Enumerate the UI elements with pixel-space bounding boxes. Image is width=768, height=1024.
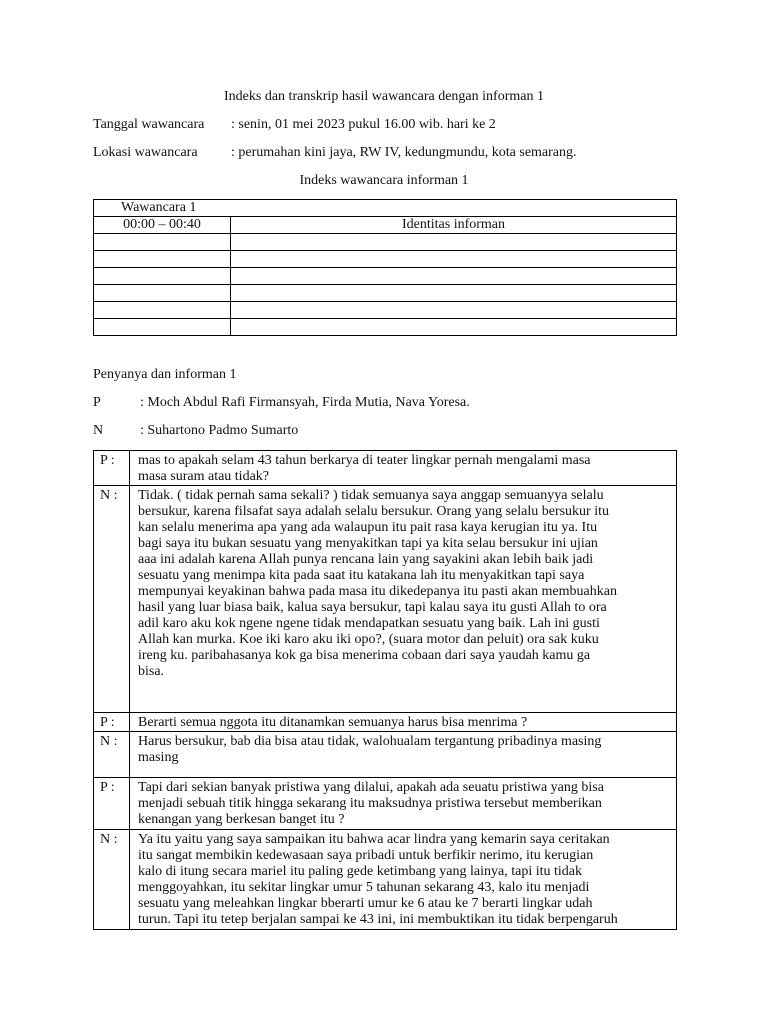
document-title: Indeks dan transkrip hasil wawancara dengan informan 1: [224, 89, 544, 104]
index-title: Indeks wawancara informan 1: [299, 173, 469, 188]
index-cell: [94, 302, 231, 319]
index-cell: [231, 251, 677, 268]
utterance-text: Tidak. ( tidak pernah sama sekali? ) tidak semuanya saya anggap semuanyya selalu bersukur, karena filsafat saya adalah selalu bersukur. Orang yang selalu bersukur itu kan selalu menerima apa yang ada walaupun itu pait rasa kaya kerugian itu ya. Itu bagi saya itu bukan sesuatu yang menyakitkan tapi ya kita selau bersukur ini ujian aaa ini adalah karena Allah punya rencana lain yang sayakini akan lebih baik jadi sesuatu yang menimpa kita pada saat itu katakana lah itu menyakitkan tapi saya mempunyai keyakinan bahwa pada masa itu dikedepanya itu pasti akan membuahkan hasil yang luar biasa baik, kalua saya bersukur, tapi kalau saya itu gusti Allah to ora adil karo aku kok ngene ngene tidak mendapatkan sesuatu yang baik. Lah ini gusti Allah kan murka. Koe iki karo aku iki opo?, (suara motor dan peluit) ora sak kuku ireng ku. paribahasanya kok ga bisa menerima cobaan dari saya yaudah kamu ga bisa.: [130, 486, 677, 713]
speaker-label: N :: [94, 830, 130, 930]
index-row: [94, 319, 677, 336]
speaker-label: P :: [94, 778, 130, 830]
transcript-row: [94, 732, 677, 778]
index-row: [94, 234, 677, 251]
index-cell: [231, 268, 677, 285]
transcript-row: [94, 778, 677, 830]
transcript-table: [93, 450, 677, 930]
interviewer-names: : Moch Abdul Rafi Firmansyah, Firda Mutia, Nava Yoresa.: [140, 395, 470, 410]
informant-name: : Suhartono Padmo Sumarto: [140, 423, 299, 438]
index-cell: [231, 285, 677, 302]
identity-header: Identitas informan: [231, 217, 677, 234]
utterance-text: Tapi dari sekian banyak pristiwa yang dilalui, apakah ada seuatu pristiwa yang bisa menjadi sebuah titik hingga sekarang itu maksudnya pristiwa tersebut memberikan kenangan yang berkesan banget itu ?: [130, 778, 677, 830]
speaker-label: P :: [94, 451, 130, 486]
interview-label: Wawancara 1: [94, 200, 677, 217]
date-value: : senin, 01 mei 2023 pukul 16.00 wib. hari ke 2: [231, 117, 496, 132]
index-cell: [231, 234, 677, 251]
location-label: Lokasi wawancara: [93, 145, 198, 160]
transcript-row: [94, 486, 677, 713]
speaker-label: P :: [94, 713, 130, 732]
time-range: 00:00 – 00:40: [94, 217, 231, 234]
informant-code: N: [93, 423, 104, 438]
index-row: [94, 285, 677, 302]
utterance-text: mas to apakah selam 43 tahun berkarya di teater lingkar pernah mengalami masa masa suram atau tidak?: [130, 451, 677, 486]
index-row: [94, 302, 677, 319]
index-row: [94, 268, 677, 285]
transcript-row: [94, 451, 677, 486]
index-cell: [94, 234, 231, 251]
date-label: Tanggal wawancara: [93, 117, 205, 132]
index-cell: [94, 251, 231, 268]
utterance-text: Harus bersukur, bab dia bisa atau tidak, walohualam tergantung pribadinya masing masing: [130, 732, 677, 778]
index-row: [94, 251, 677, 268]
participants-heading: Penyanya dan informan 1: [93, 367, 237, 382]
speaker-label: N :: [94, 486, 130, 713]
utterance-text: Berarti semua nggota itu ditanamkan semuanya harus bisa menrima ?: [130, 713, 677, 732]
index-row-interview: [94, 200, 677, 217]
index-row-header: [94, 217, 677, 234]
location-value: : perumahan kini jaya, RW IV, kedungmundu, kota semarang.: [231, 145, 577, 160]
index-cell: [231, 302, 677, 319]
transcript-row: [94, 713, 677, 732]
utterance-text: Ya itu yaitu yang saya sampaikan itu bahwa acar lindra yang kemarin saya ceritakan itu sangat membikin kedewasaan saya pribadi untuk berfikir nerimo, itu kerugian kalo di itung secara mariel itu paling gede ketimbang yang lainya, tapi itu tidak menggoyahkan, itu sekitar lingkar umur 5 tahunan sekarang 43, kalo itu menjadi sesuatu yang meleahkan lingkar bberarti umur ke 6 atau ke 7 berarti lingkar udah turun. Tapi itu tetep berjalan sampai ke 43 ini, ini membuktikan itu tidak berpengaruh: [130, 830, 677, 930]
speaker-label: N :: [94, 732, 130, 778]
index-cell: [94, 285, 231, 302]
transcript-row: [94, 830, 677, 930]
index-cell: [231, 319, 677, 336]
index-table: [93, 199, 677, 336]
interviewer-code: P: [93, 395, 101, 410]
index-cell: [94, 268, 231, 285]
index-cell: [94, 319, 231, 336]
